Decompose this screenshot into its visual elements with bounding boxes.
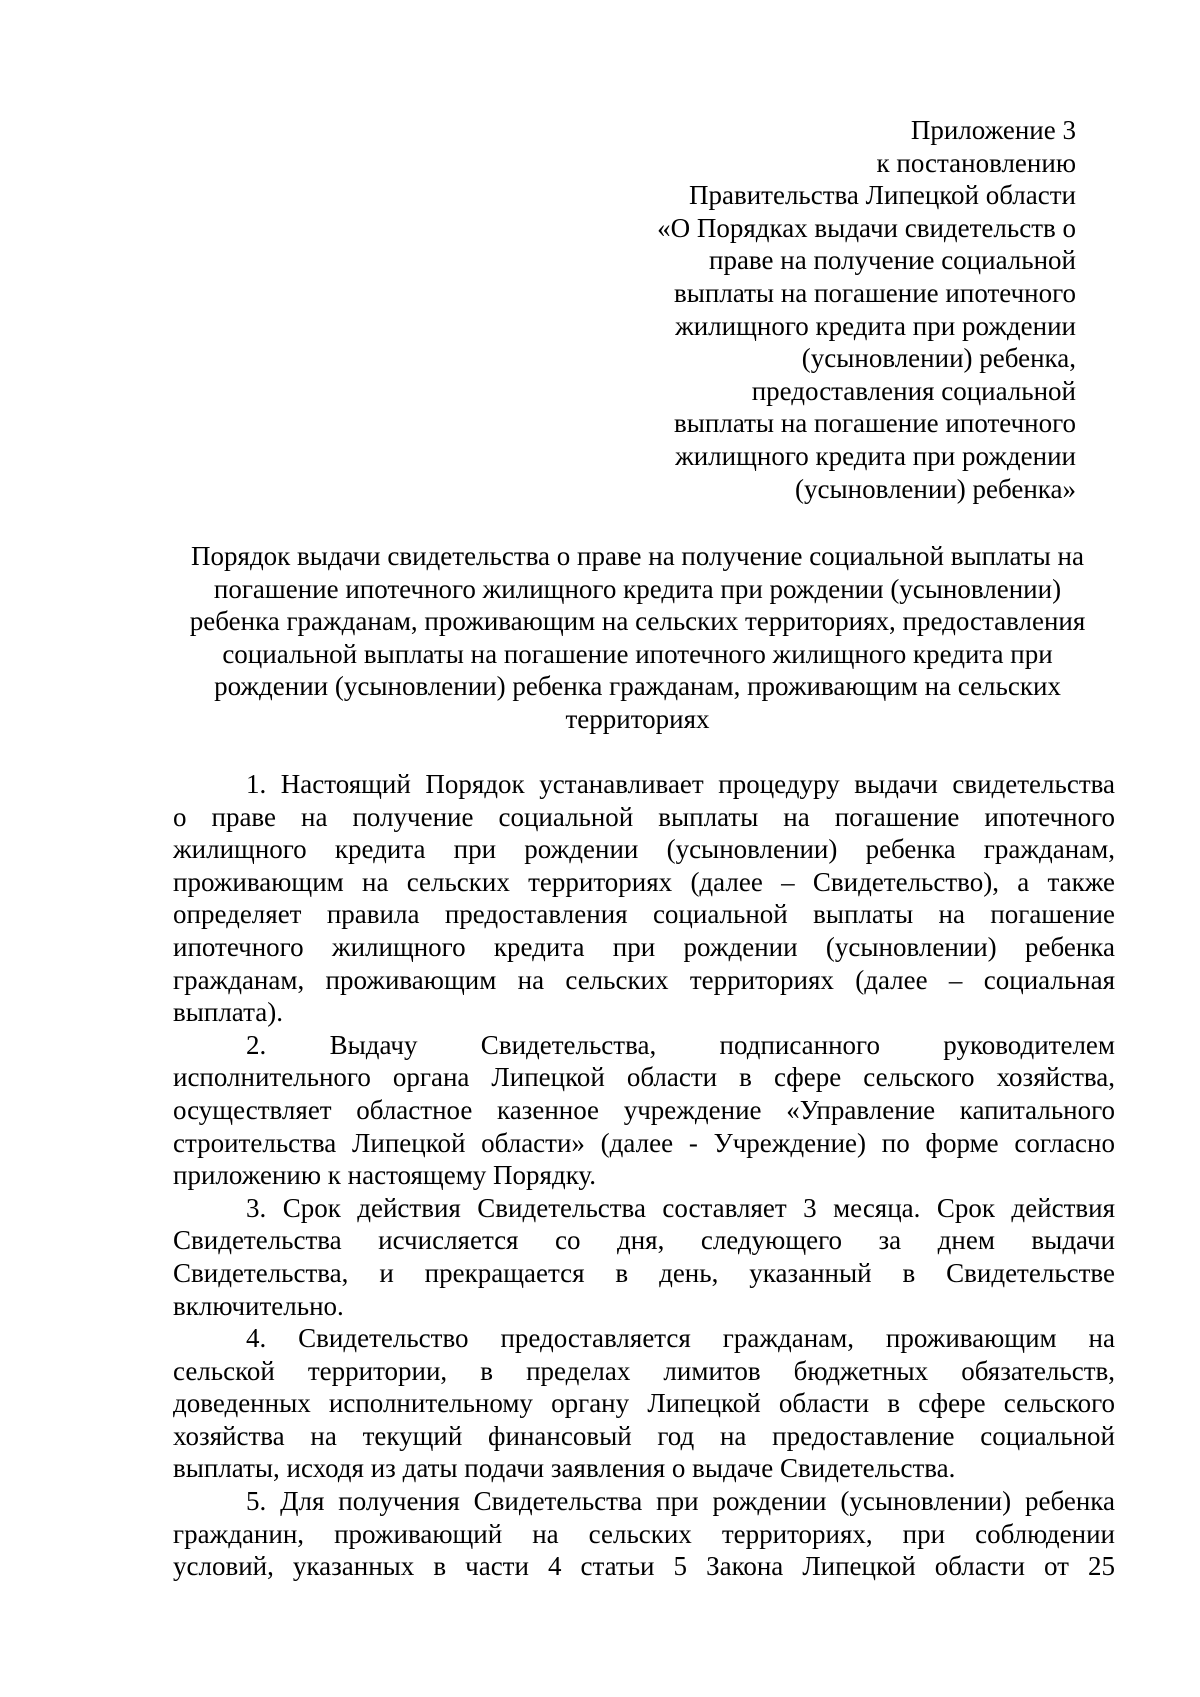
appendix-line: Правительства Липецкой области [688,180,1076,211]
paragraph-line: приложению к настоящему Порядку. [173,1160,596,1191]
paragraph-5 [173,1485,1115,1583]
title-line: ребенка гражданам, проживающим на сельских территориях, предоставления [189,606,1086,637]
paragraph-line: включительно. [173,1290,344,1321]
paragraph-line: сельской территории, в пределах лимитов бюджетных обязательств, [173,1355,1115,1386]
paragraph-line: 3. Срок действия Свидетельства составляет 3 месяца. Срок действия [246,1192,1115,1223]
paragraph-line: 1. Настоящий Порядок устанавливает процедуру выдачи свидетельства [246,769,1115,799]
paragraph-line: 2. Выдачу Свидетельства, подписанного руководителем [246,1029,1115,1060]
paragraph-line: осуществляет областное казенное учреждение «Управление капитального [173,1094,1115,1125]
paragraph-line: гражданин, проживающий на сельских территориях, при соблюдении [173,1518,1115,1549]
appendix-line: Приложение 3 [910,115,1076,145]
paragraph-line: Свидетельства исчисляется со дня, следующего за днем выдачи [173,1225,1115,1256]
appendix-header [556,114,1076,505]
paragraph-line: условий, указанных в части 4 статьи 5 Закона Липецкой области от 25 [173,1551,1115,1582]
title-line: рождении (усыновлении) ребенка гражданам, проживающим на сельских [214,671,1061,702]
paragraph-line: 4. Свидетельство предоставляется гражданам, проживающим на [246,1323,1115,1354]
paragraph-line: гражданам, проживающим на сельских территориях (далее – социальная [173,964,1115,995]
appendix-line: (усыновлении) ребенка, [801,343,1076,374]
paragraph-3 [173,1192,1115,1322]
appendix-line: жилищного кредита при рождении [675,310,1076,341]
appendix-line: (усыновлении) ребенка» [795,473,1076,504]
title-line: Порядок выдачи свидетельства о праве на получение социальной выплаты на [191,541,1084,571]
paragraph-line: жилищного кредита при рождении (усыновлении) ребенка гражданам, [173,834,1115,865]
paragraph-line: строительства Липецкой области» (далее - Учреждение) по форме согласно [173,1127,1115,1158]
paragraph-2 [173,1029,1115,1192]
appendix-line: «О Порядках выдачи свидетельств о [657,212,1076,243]
appendix-line: предоставления социальной [751,375,1076,406]
document-title [160,540,1115,736]
appendix-line: выплаты на погашение ипотечного [674,277,1076,308]
paragraph-line: выплата). [173,997,283,1028]
paragraph-4 [173,1322,1115,1485]
appendix-line: праве на получение социальной [709,245,1076,276]
paragraph-line: хозяйства на текущий финансовый год на предоставление социальной [173,1420,1115,1451]
appendix-line: выплаты на погашение ипотечного [674,408,1076,439]
paragraph-line: ипотечного жилищного кредита при рождении (усыновлении) ребенка [173,931,1115,962]
paragraph-line: определяет правила предоставления социальной выплаты на погашение [173,899,1115,930]
paragraph-1 [173,768,1115,1029]
title-line: социальной выплаты на погашение ипотечного жилищного кредита при [222,638,1053,669]
appendix-line: жилищного кредита при рождении [675,440,1076,471]
paragraph-line: доведенных исполнительному органу Липецкой области в сфере сельского [173,1388,1115,1419]
paragraph-line: выплаты, исходя из даты подачи заявления о выдаче Свидетельства. [173,1453,956,1484]
paragraph-line: проживающим на сельских территориях (далее – Свидетельство), а также [173,866,1115,897]
title-line: погашение ипотечного жилищного кредита при рождении (усыновлении) [213,573,1062,604]
paragraph-line: 5. Для получения Свидетельства при рождении (усыновлении) ребенка [246,1486,1115,1517]
document-body [173,768,1115,1583]
title-line: территориях [565,703,710,734]
paragraph-line: о праве на получение социальной выплаты на погашение ипотечного [173,801,1115,832]
paragraph-line: исполнительного органа Липецкой области в сфере сельского хозяйства, [173,1062,1115,1093]
paragraph-line: Свидетельства, и прекращается в день, указанный в Свидетельстве [173,1257,1115,1288]
appendix-line: к постановлению [876,147,1076,178]
